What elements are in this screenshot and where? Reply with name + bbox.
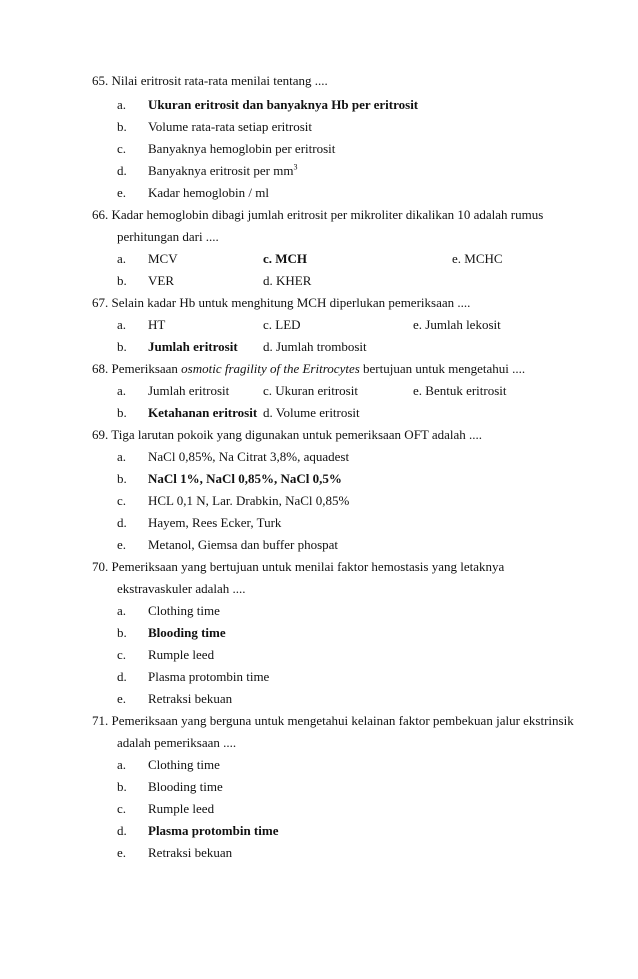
option-70c: Rumple leed: [148, 647, 215, 662]
option-letter: e.: [117, 185, 127, 200]
option-65e: Kadar hemoglobin / ml: [148, 185, 269, 200]
option-letter: d.: [117, 515, 127, 530]
option-68b: Ketahanan eritrosit: [148, 405, 258, 420]
question-66-stem: 66. Kadar hemoglobin dibagi jumlah eritrosit per mikroliter dikalikan 10 adalah rumus: [92, 207, 544, 222]
option-65a: Ukuran eritrosit dan banyaknya Hb per eritrosit: [148, 97, 419, 112]
option-letter: a.: [117, 317, 127, 332]
stem-prefix: 68. Pemeriksaan: [92, 361, 182, 376]
option-letter: b.: [117, 779, 127, 794]
option-70a: Clothing time: [148, 603, 220, 618]
option-67b: Jumlah eritrosit: [148, 339, 238, 354]
option-71b: Blooding time: [148, 779, 223, 794]
option-letter: c.: [117, 493, 127, 508]
option-70d: Plasma protombin time: [148, 669, 270, 684]
option-letter: a.: [117, 603, 127, 618]
option-letter: d.: [117, 163, 127, 178]
option-letter: b.: [117, 339, 127, 354]
question-70-stem-continued: ekstravaskuler adalah ....: [117, 581, 246, 596]
option-68c: c. Ukuran eritrosit: [263, 383, 358, 398]
option-65d-text: Banyaknya eritrosit per mm: [148, 163, 294, 178]
question-70-stem: 70. Pemeriksaan yang bertujuan untuk menilai faktor hemostasis yang letaknya: [92, 559, 505, 574]
option-letter: e.: [117, 845, 127, 860]
option-66c: c. MCH: [263, 251, 308, 266]
option-letter: c.: [117, 141, 127, 156]
option-letter: b.: [117, 273, 127, 288]
option-letter: a.: [117, 251, 127, 266]
question-71-stem: 71. Pemeriksaan yang berguna untuk mengetahui kelainan faktor pembekuan jalur ekstrinsik: [92, 713, 574, 728]
option-69a: NaCl 0,85%, Na Citrat 3,8%, aquadest: [148, 449, 350, 464]
option-65c: Banyaknya hemoglobin per eritrosit: [148, 141, 336, 156]
option-71d: Plasma protombin time: [148, 823, 279, 838]
option-66e: e. MCHC: [452, 251, 503, 266]
option-letter: e.: [117, 537, 127, 552]
option-68d: d. Volume eritrosit: [263, 405, 360, 420]
question-71-stem-continued: adalah pemeriksaan ....: [117, 735, 237, 750]
option-67c: c. LED: [263, 317, 301, 332]
option-68a: Jumlah eritrosit: [148, 383, 230, 398]
option-letter: e.: [117, 691, 127, 706]
option-letter: b.: [117, 405, 127, 420]
option-letter: d.: [117, 669, 127, 684]
question-66-stem-continued: perhitungan dari ....: [117, 229, 219, 244]
option-71e: Retraksi bekuan: [148, 845, 233, 860]
option-71c: Rumple leed: [148, 801, 215, 816]
option-69b: NaCl 1%, NaCl 0,85%, NaCl 0,5%: [148, 471, 342, 486]
option-66d: d. KHER: [263, 273, 312, 288]
option-70b: Blooding time: [148, 625, 226, 640]
option-69e: Metanol, Giemsa dan buffer phospat: [148, 537, 339, 552]
option-67a: HT: [148, 317, 166, 332]
option-letter: c.: [117, 647, 127, 662]
option-68e: e. Bentuk eritrosit: [413, 383, 507, 398]
option-letter: a.: [117, 97, 127, 112]
question-68-stem: [92, 361, 525, 377]
option-66a: MCV: [148, 251, 178, 266]
superscript: 3: [293, 162, 298, 172]
option-letter: b.: [117, 119, 127, 134]
option-65d: [148, 163, 298, 179]
option-66b: VER: [148, 273, 174, 288]
option-letter: b.: [117, 471, 127, 486]
stem-italic-term: osmotic fragility of the Eritrocytes: [181, 361, 360, 376]
option-letter: d.: [117, 823, 127, 838]
question-67-stem: 67. Selain kadar Hb untuk menghitung MCH diperlukan pemeriksaan ....: [92, 295, 471, 310]
option-69d: Hayem, Rees Ecker, Turk: [148, 515, 282, 530]
option-71a: Clothing time: [148, 757, 220, 772]
option-65b: Volume rata-rata setiap eritrosit: [148, 119, 313, 134]
option-67d: d. Jumlah trombosit: [263, 339, 367, 354]
question-65-stem: 65. Nilai eritrosit rata-rata menilai tentang ....: [92, 73, 328, 88]
option-letter: c.: [117, 801, 127, 816]
option-69c: HCL 0,1 N, Lar. Drabkin, NaCl 0,85%: [148, 493, 350, 508]
option-70e: Retraksi bekuan: [148, 691, 233, 706]
option-letter: b.: [117, 625, 127, 640]
option-letter: a.: [117, 383, 127, 398]
option-67e: e. Jumlah lekosit: [413, 317, 501, 332]
stem-suffix: bertujuan untuk mengetahui ....: [359, 361, 526, 376]
option-letter: a.: [117, 757, 127, 772]
question-69-stem: 69. Tiga larutan pokoik yang digunakan untuk pemeriksaan OFT adalah ....: [92, 427, 483, 442]
option-letter: a.: [117, 449, 127, 464]
